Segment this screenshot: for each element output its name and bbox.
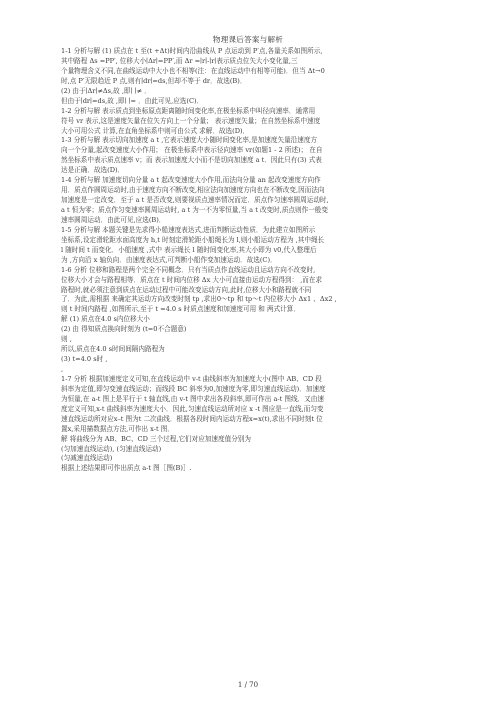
text-line: 1-4 分析与解 加速度切向分量 a t 起改变速度大小作用,而法向分量 an 起改变速度方向作 [61,176,321,185]
text-line: 时,点 P′无限趋近 P 点,则有∣dr∣=ds,但却不等于 dr．故选(B)． [61,76,247,85]
text-line: l 随时间 t 而变化．小船速度 ,式中 表示绳长 l 随时间变化率,其大小即为 v0,代入整理后 [61,245,317,254]
text-line: 解 将曲线分为 AB、BC、CD 三个过程,它们对应加速度值分别为 [61,434,251,443]
text-line: 为 ,方向沿 x 轴负向．由速度表达式,可判断小船作变加速运动．故选(C)． [61,255,277,264]
page-title: 物理课后答案与解析 [212,35,284,44]
text-line: 置x,采用描数据点方法,可作出 x-t 图． [61,424,174,433]
text-line: (匀加速直线运动), (匀速直线运动) [61,444,162,453]
text-line: (3) t=4.0 s时 , [61,355,108,364]
text-line: 加速度是一定改变．至于 a t 是否改变,则要视质点速率情况而定．质点作匀速率圆周运动时, [61,196,329,205]
text-line: 位移大小才会与路程相等．质点在 t 时间内位移 Δx 大小可直接由运动方程得到： ,而在求 [61,275,323,284]
text-line: 根据上述结果即可作出质点 a-t 图［图(B)］. [61,464,192,473]
text-line: 然坐标系中表示质点速率 v；而 表示加速度大小而不是切向加速度 a t．因此只有(3) 式表 [61,156,322,165]
text-line: 了．为此,需根据 来确定其运动方向改变时刻 tp ,求出0～tp 和 tp～t 内位移大小 Δx1 、Δx2 , [61,295,337,304]
text-line: 1-2 分析与解 表示质点到坐标原点距离随时间变化率,在极坐标系中叫径向速率．通常用 [61,106,316,115]
text-line: 度定义可知,x-t 曲线斜率为速度大小．因此,匀速直线运动所对应 x -t 图应是一直线,而匀变 [61,404,324,413]
text-line: 大小可用公式 计算,在直角坐标系中则可由公式 求解．故选(D)． [61,126,250,135]
text-line: 速直线运动所对应x–t 图为t 二次曲线．根据各段时间内运动方程x=x(t),求出不同时刻t 位 [61,414,323,423]
text-line: 1-5 分析与解 本题关键是先求得小船速度表达式,进而判断运动性质．为此建立如图所示 [61,225,316,234]
text-line: 解 (1) 质点在4.0 s内位移大小 [61,315,150,324]
text-line: (2) 由 得知质点换向时刻为 (t=0不合题意) [61,325,187,334]
text-line: 1-6 分析 位移和路程是两个完全不同概念．只有当质点作直线运动且运动方向不改变时, [61,265,316,274]
text-line: 1-3 分析与解 表示切向加速度 a t ,它表示速度大小随时间变化率,是加速度矢量沿速度方 [61,136,318,145]
text-line: 但由于∣dr∣=ds,故 ,即∣ ∣= ．由此可见,应选(C)． [61,96,204,105]
text-line: 其中路程 Δs =PP′, 位移大小∣Δr∣=PP′,而 Δr =∣r∣-∣r∣表示质点位矢大小变化量,三 [61,56,298,65]
text-line: 速率圆周运动．由此可见,应选(B)． [61,215,166,224]
text-line: 1-1 分析与解 (1) 质点在 t 至(t +Δt)时间内沿曲线从 P 点运动到 P′点,各量关系如图所示, [61,47,323,55]
text-line: 用．质点作圆周运动时,由于速度方向不断改变,相应法向加速度方向也在不断改变,因而法向 [61,186,325,195]
text-line: a t 恒为零；质点作匀变速率圆周运动时, a t 为一不为零恒量,当 a t 改变时,质点则作一般变 [61,206,328,214]
text-line: 斜率为定值,即匀变速直线运动；而线段 BC 斜率为0,加速度为零,即匀速直线运动)．加速度 [61,384,326,393]
text-line: 向一个分量,起改变速度大小作用； 在极坐标系中表示径向速率 vr(如题1 - 2 所述)； 在自 [61,146,323,155]
page-number: 1 / 70 [237,681,259,689]
text-line: 1-7 分析 根据加速度定义可知,在直线运动中 v-t 曲线斜率为加速度大小(图中 AB、CD 段 [61,374,322,383]
text-line: 为恒量,在 a-t 图上是平行于 t 轴直线,由 v-t 图中求出各段斜率,即可作出 a-t 图线．又由速 [61,394,324,403]
text-line: 符号 vr 表示,这是速度矢量在位矢方向上一个分量； 表示速度矢量；在自然坐标系中速度 [61,116,321,125]
text-line: 坐标系,设定滑轮距水面高度为 h,t 时刻定滑轮距小船绳长为 l,则小船运动方程为 ,其中绳长 [61,235,325,244]
text-line: (2) 由于∣Δr∣≠Δs,故 ,即∣ ∣≠ ． [61,86,151,95]
text-line: 则 t 时间内路程 ,如图所示,至于 t =4.0 s 时质点速度和加速度可用 和 两式计算． [61,305,300,314]
text-line: 个量物理含义不同,在曲线运动中大小也不相等(注：在直线运动中有相等可能)．但当 Δt→0 [61,66,325,75]
text-line: 路程时,就必须注意到质点在运动过程中可能改变运动方向,此时,位移大小和路程就不同 [61,285,312,294]
text-line: 达是正确．故选(D)． [61,166,125,175]
text-line: 则 , [61,335,72,344]
text-line: (匀减速直线运动) [61,454,113,463]
text-line: , [61,365,64,373]
document-body [61,47,441,474]
text-line: 所以,质点在4.0 s时间间隔内路程为 [61,345,165,354]
